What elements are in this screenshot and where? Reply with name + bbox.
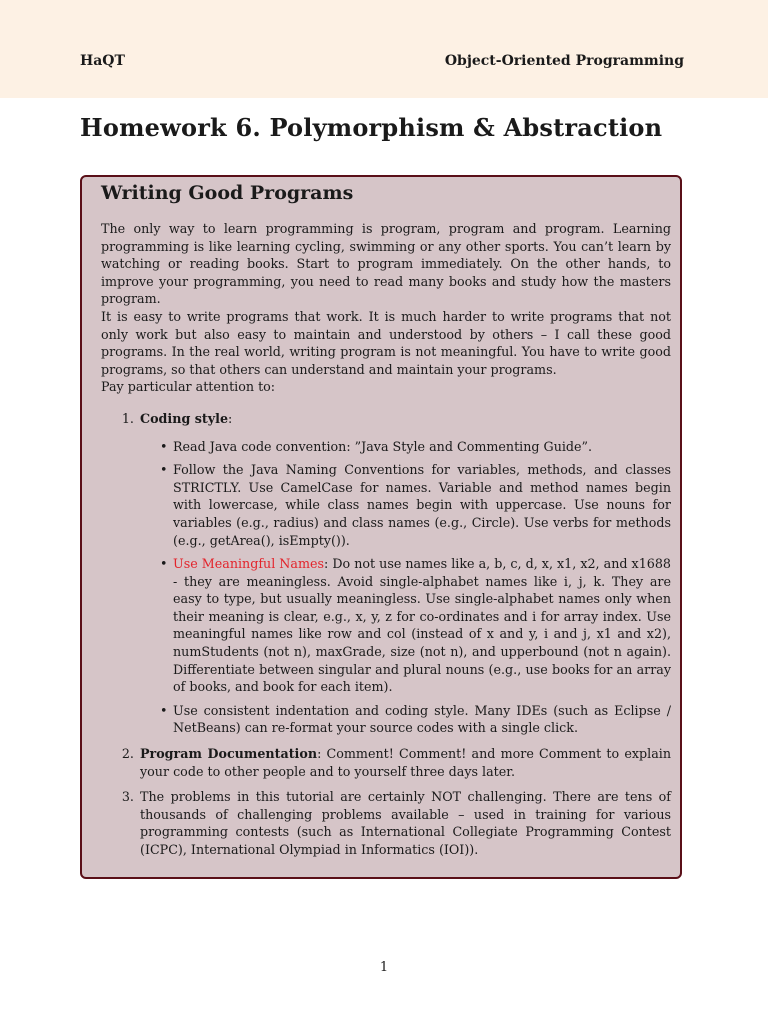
box-body <box>101 220 671 867</box>
box-title: Writing Good Programs <box>101 182 354 204</box>
writing-good-programs-box <box>80 175 682 879</box>
header-author: HaQT <box>80 53 125 69</box>
list-item-challenging-problems <box>138 788 671 858</box>
item-suffix: : Comment! Comment! and more Comment to explain your code to other people and to yourself three days later. <box>140 746 671 779</box>
highlight-text: Use Meaningful Names <box>173 556 325 572</box>
paragraph: The only way to learn programming is program, program and program. Learning programming is like learning cycling, swimming or any other sports. You can’t learn by watching or reading books. Start to program immediately. On the other hands, to improve your programming, you need to read many books and study how the masters program. <box>101 221 671 307</box>
paragraph: Pay particular attention to: <box>101 379 276 395</box>
header-course: Object-Oriented Programming <box>444 53 684 69</box>
page-header <box>0 0 768 98</box>
page-title: Homework 6. Polymorphism & Abstraction <box>80 113 663 142</box>
item-suffix: : <box>228 410 233 426</box>
bullet-text: Use consistent indentation and coding style. Many IDEs (such as Eclipse / NetBeans) can re-format your source codes with a single click. <box>173 702 671 736</box>
bullet-item <box>160 702 671 737</box>
attention-list <box>101 410 671 859</box>
bullet-text: : Do not use names like a, b, c, d, x, x1, x2, and x1688 - they are meaningless. Avoid single-alphabet names like i, j, k. They are easy to type, but usually meaningless. Use single-alphabet names only when their meaning is clear, e.g., x, y, z for co-ordinates and i for array index. Use meaningful names like row and col (instead of x and y, i and j, x1 and x2), numStudents (not n), maxGrade, size (not n), and upperbound (not n again). Differentiate between singular and plural nouns (e.g., use books for an array of books, and book for each item). <box>173 556 671 695</box>
bullet-text: Follow the Java Naming Conventions for variables, methods, and classes STRICTLY. Use CamelCase for names. Variable and method names begin with lowercase, while class names begin with uppercase. Use nouns for variables (e.g., radius) and class names (e.g., Circle). Use verbs for methods (e.g., getArea(), isEmpty()). <box>173 462 671 548</box>
bullet-icon: • <box>160 462 168 478</box>
bullet-text: Read Java code convention: ”Java Style and Commenting Guide”. <box>173 438 593 454</box>
bullet-item <box>160 461 671 549</box>
list-item-coding-style <box>138 410 671 737</box>
item-text: The problems in this tutorial are certainly NOT challenging. There are tens of thousands of challenging problems available – used in training for various programming contests (such as International Collegiate Programming Contest (ICPC), International Olympiad in Informatics (IOI)). <box>140 789 671 857</box>
page-number: 1 <box>379 960 389 975</box>
item-label: Coding style <box>140 410 229 426</box>
bullet-icon: • <box>160 556 168 572</box>
coding-style-bullets <box>140 438 671 738</box>
bullet-icon: • <box>160 702 168 718</box>
bullet-icon: • <box>160 438 168 454</box>
item-label: Program Documentation <box>140 746 318 762</box>
paragraph: It is easy to write programs that work. It is much harder to write programs that not only work but also easy to maintain and understood by others – I call these good programs. In the real world, writing program is not meaningful. You have to write good programs, so that others can understand and maintain your programs. <box>101 308 671 377</box>
bullet-item <box>160 555 671 696</box>
list-item-program-documentation <box>138 745 671 780</box>
bullet-item <box>160 438 671 456</box>
